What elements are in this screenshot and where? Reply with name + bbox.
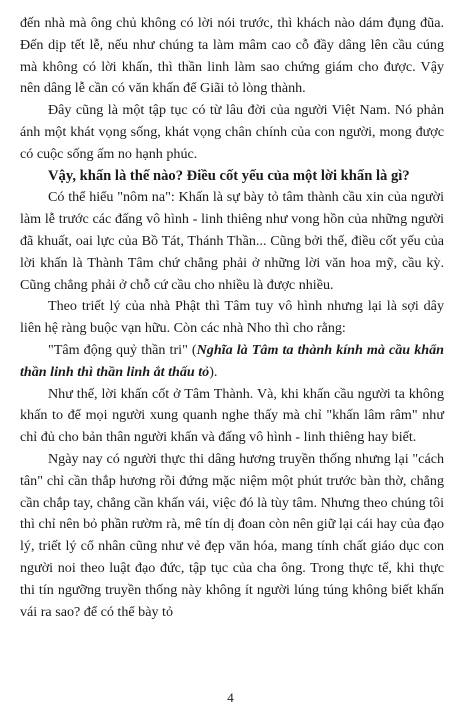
body-text bbox=[20, 13, 444, 623]
paragraph: Có thể hiểu "nôm na": Khấn là sự bày tỏ tâm thành cầu xin của người làm lễ trước các đấng vô hình - linh thiêng như vong hồn của những người đã khuất, oai lực của Bồ Tát, Thánh Thần... Cũng bởi thế, điều cốt yếu của lời khấn là Thành Tâm chứ chẳng phải ở những lời văn hoa mỹ, cầu kỳ. Cũng chẳng phải ở chỗ cứ cầu cho nhiều là được nhiều. bbox=[20, 189, 444, 293]
paragraph: Như thế, lời khấn cốt ở Tâm Thành. Và, khi khấn cầu người ta không khấn to để mọi người xung quanh nghe thấy mà chỉ "khấn lâm râm" như chỉ đủ cho bản thân người khấn và đấng vô hình - linh thiêng hay biết. bbox=[20, 385, 444, 446]
section-heading: Vậy, khấn là thế nào? Điều cốt yếu của một lời khấn là gì? bbox=[48, 167, 410, 184]
paragraph: Ngày nay có người thực thi dâng hương truyền thống nhưng lại "cách tân" chỉ cần thắp hương rồi đứng mặc niệm một phút trước bàn thờ, chẳng cần chắp tay, chẳng cần khấn vái, việc đó là tùy tâm. Nhưng theo chúng tôi thì chỉ nên bỏ phần rườm rà, mê tín dị đoan còn nên giữ lại cái hay của đạo lý, triết lý cổ nhân cũng như vẻ đẹp văn hóa, mang tính chất giáo dục con người noi theo luật đạo đức, tập tục của cha ông. Trong thực tế, khi thực thi tín ngưỡng truyền thống này không ít người lúng túng không biết khấn vái ra sao? để có thể bày tỏ bbox=[20, 450, 444, 620]
paragraph: Theo triết lý của nhà Phật thì Tâm tuy vô hình nhưng lại là sợi dây liên hệ ràng buộc vạn hữu. Còn các nhà Nho thì cho rằng: bbox=[20, 298, 444, 337]
paragraph: Đây cũng là một tập tục có từ lâu đời của người Việt Nam. Nó phản ánh một khát vọng sống, khát vọng chân chính của con người, mong được có cuộc sống ấm no hạnh phúc. bbox=[20, 102, 444, 162]
quote-paragraph bbox=[20, 340, 444, 384]
paragraph-continued: đến nhà mà ông chủ không có lời nói trước, thì khách nào dám đụng đũa. Đến dịp tết lễ, nếu như chúng ta làm mâm cao cỗ đầy dâng lên cầu cúng mà không có lời khấn, thì thần linh làm sao chứng giám cho được. Vậy nên dâng lễ cần có văn khấn để Giãi tỏ lòng thành. bbox=[20, 15, 444, 97]
quote-text: "Tâm động quỷ thần tri" ( bbox=[48, 341, 197, 358]
page-number: 4 bbox=[227, 690, 234, 705]
quote-close: ). bbox=[209, 363, 218, 380]
quote-translation: Nghĩa là Tâm ta thành kính mà cầu khẩn thần linh thì thần linh ắt thấu tỏ bbox=[20, 341, 444, 380]
